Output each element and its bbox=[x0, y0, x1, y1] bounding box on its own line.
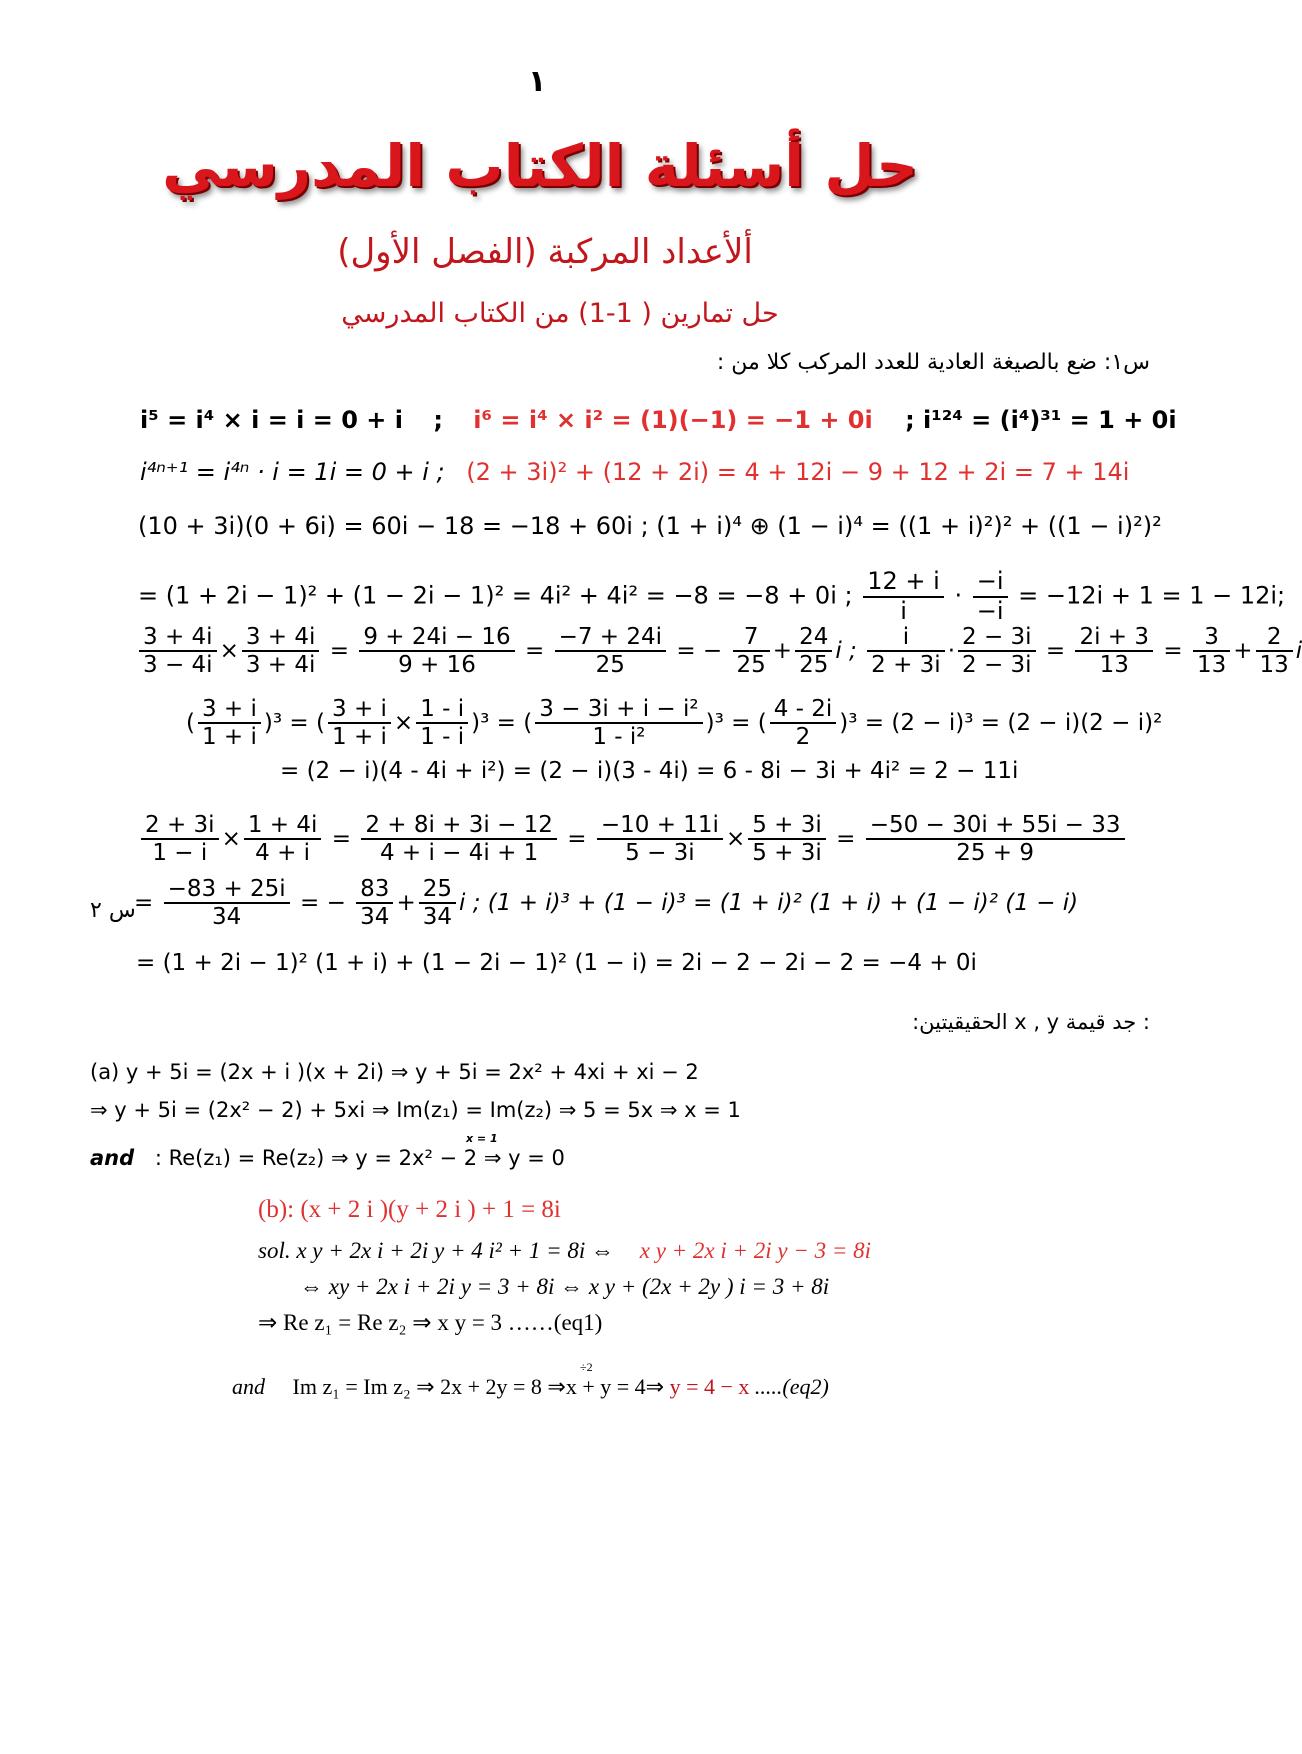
frac-h6: $\frac{-50 - 30i + 55i - 33}{25 + 9}$ bbox=[866, 812, 1125, 867]
divide-by-2-note: ÷2 bbox=[580, 1360, 593, 1374]
eq-cube-sum: i ; (1 + i)³ + (1 − i)³ = (1 + i)² (1 + i) + (1 − i)² (1 − i) bbox=[459, 889, 1079, 916]
frac-g1: $\frac{3 + i}{1 + i}$ bbox=[198, 696, 261, 751]
part-b-line-5 bbox=[232, 1374, 829, 1400]
frac-h1: $\frac{2 + 3i}{1 - i}$ bbox=[141, 812, 219, 867]
frac-k: $\frac{2}{13}$ bbox=[1256, 624, 1293, 679]
frac-h5: $\frac{5 + 3i}{5 + 3i}$ bbox=[748, 812, 826, 867]
eq-line-5 bbox=[136, 624, 1302, 679]
eq-i-sep: i ; bbox=[835, 637, 857, 664]
eq-op: = bbox=[524, 637, 545, 664]
dot-op: · bbox=[954, 581, 963, 610]
eq-line-8 bbox=[138, 812, 1128, 867]
paren: ( bbox=[186, 709, 195, 736]
eq-op: = bbox=[1045, 637, 1066, 664]
times-op: × bbox=[725, 825, 746, 852]
eq-minus: = − bbox=[300, 889, 346, 916]
frac-g3: $\frac{1 - i}{1 - i}$ bbox=[416, 696, 468, 751]
eq-line-10: = (1 + 2i − 1)² (1 + i) + (1 − 2i − 1)² (1 − i) = 2i − 2 − 2i − 2 = −4 + 0i bbox=[136, 950, 977, 976]
frac-g2: $\frac{3 + i}{1 + i}$ bbox=[328, 696, 391, 751]
eq-i4n1: i⁴ⁿ⁺¹ = i⁴ⁿ · i = 1i = 0 + i ; bbox=[140, 458, 445, 486]
eq-line-7: = (2 − i)(4 - 4i + i²) = (2 − i)(3 - 4i) = 6 - 8i − 3i + 4i² = 2 − 11i bbox=[280, 758, 1019, 784]
y-expression: y = 4 − x bbox=[669, 1374, 750, 1399]
eq-op: = bbox=[731, 709, 751, 736]
eq-line-3: (10 + 3i)(0 + 6i) = 60i − 18 = −18 + 60i ; (1 + i)⁴ ⊕ (1 − i)⁴ = ((1 + i)²)² + ((1 − i)²)² bbox=[138, 512, 1162, 540]
paren: )³ bbox=[705, 709, 724, 736]
eq-sep: ; bbox=[433, 406, 443, 434]
frac-h4: $\frac{-10 + 11i}{5 - 3i}$ bbox=[597, 812, 723, 867]
paren: )³ bbox=[839, 709, 858, 736]
plus-op: + bbox=[396, 889, 416, 916]
eq-line-4 bbox=[138, 568, 1285, 625]
times-op: × bbox=[221, 825, 241, 852]
eq-cube-result: = (2 − i)³ = (2 − i)(2 − i)² bbox=[864, 709, 1163, 736]
part-b-line-2 bbox=[258, 1238, 871, 1264]
frac-a: $\frac{3 + 4i}{3 - 4i}$ bbox=[139, 624, 217, 679]
eq-op: = bbox=[134, 889, 154, 916]
eq-op: = bbox=[331, 825, 351, 852]
eq-line-1 bbox=[140, 406, 1177, 434]
eq-op: = bbox=[567, 825, 587, 852]
eq-result-12i: = −12i + 1 = 1 − 12i; bbox=[1018, 581, 1286, 610]
times-op: × bbox=[393, 709, 414, 736]
frac-c: $\frac{9 + 24i - 16}{9 + 16}$ bbox=[359, 624, 514, 679]
eq-op: = bbox=[836, 825, 856, 852]
paren: )³ bbox=[263, 709, 283, 736]
page-title: حل أسئلة الكتاب المدرسي bbox=[162, 132, 918, 200]
sol-simplified: x y + 2x i + 2i y − 3 = 8i bbox=[639, 1238, 872, 1263]
frac-d: $\frac{-7 + 24i}{25}$ bbox=[555, 624, 666, 679]
part-b-line-1: (b): (x + 2 i )(y + 2 i ) + 1 = 8i bbox=[258, 1196, 561, 1223]
eq-i124: ; i¹²⁴ = (i⁴)³¹ = 1 + 0i bbox=[905, 406, 1177, 434]
section-heading: حل تمارين ( 1-1) من الكتاب المدرسي bbox=[341, 298, 779, 329]
re-equation: : Re(z₁) = Re(z₂) ⇒ y = 2x² − 2 ⇒ y = 0 bbox=[154, 1146, 565, 1170]
question-2-label: س ٢ bbox=[90, 898, 136, 923]
eq-op: = bbox=[329, 637, 349, 664]
part-b-line-3: ⇔ xy + 2x i + 2i y = 3 + 8i ⇔ x y + (2x + 2y ) i = 3 + 8i bbox=[300, 1274, 830, 1299]
eq-op: = bbox=[496, 709, 516, 736]
im-equation: Im z₁ = Im z₂ ⇒ 2x + 2y = 8 ⇒x + y = 4⇒ bbox=[292, 1374, 665, 1399]
eq-op: = bbox=[1163, 637, 1183, 664]
eq-line-9 bbox=[134, 876, 1078, 931]
frac-k2: $\frac{83}{34}$ bbox=[356, 876, 393, 931]
frac-g: $\frac{i}{2 + 3i}$ bbox=[867, 624, 945, 679]
frac-b: $\frac{3 + 4i}{3 + 4i}$ bbox=[242, 624, 320, 679]
eq-i6: i⁶ = i⁴ × i² = (1)(−1) = −1 + 0i bbox=[473, 406, 873, 434]
eq-minus: = − bbox=[676, 637, 723, 664]
frac-f: $\frac{24}{25}$ bbox=[795, 624, 832, 679]
frac-i: $\frac{2i + 3}{13}$ bbox=[1075, 624, 1153, 679]
frac-j: $\frac{3}{13}$ bbox=[1193, 624, 1230, 679]
paren: ( bbox=[316, 709, 325, 736]
page-number: ١ bbox=[528, 64, 547, 99]
times-op: × bbox=[219, 637, 239, 664]
eq2-label: .....(eq2) bbox=[754, 1374, 829, 1399]
and-label: and bbox=[90, 1146, 135, 1170]
frac-g4: $\frac{\text{3 − 3i + i − i²}}{\text{1 - i²}}$ bbox=[535, 696, 702, 751]
plus-op: + bbox=[772, 637, 793, 664]
frac-e: $\frac{7}{25}$ bbox=[733, 624, 770, 679]
frac-k3: $\frac{25}{34}$ bbox=[419, 876, 456, 931]
frac-h: $\frac{2 - 3i}{2 - 3i}$ bbox=[958, 624, 1036, 679]
paren: ( bbox=[757, 709, 767, 736]
paren: ( bbox=[523, 709, 533, 736]
eq-expand: = (1 + 2i − 1)² + (1 − 2i − 1)² = 4i² + 4i² = −8 = −8 + 0i ; bbox=[138, 581, 853, 610]
x-equals-1-note: x = 1 bbox=[466, 1132, 498, 1145]
eq-i5: i⁵ = i⁴ × i = i = 0 + i bbox=[140, 406, 403, 434]
frac-g5: $\frac{4 - 2i}{2}$ bbox=[770, 696, 837, 751]
question-1-prompt: س١: ضع بالصيغة العادية للعدد المركب كلا من : bbox=[716, 350, 1150, 375]
eq-square-sum: (2 + 3i)² + (12 + 2i) = 4 + 12i − 9 + 12 + 2i = 7 + 14i bbox=[466, 458, 1130, 486]
part-a-line-2: ⇒ y + 5i = (2x² − 2) + 5xi ⇒ Im(z₁) = Im(z₂) ⇒ 5 = 5x ⇒ x = 1 bbox=[90, 1098, 741, 1122]
and-label: and bbox=[232, 1374, 265, 1399]
chapter-subtitle: ألأعداد المركبة (الفصل الأول) bbox=[337, 232, 753, 272]
eq-line-2 bbox=[140, 458, 1129, 486]
i-unit: i bbox=[1295, 637, 1302, 664]
part-b-line-4: ⇒ Re z₁ = Re z₂ ⇒ x y = 3 ……(eq1) bbox=[258, 1310, 603, 1335]
paren: )³ bbox=[471, 709, 490, 736]
frac-mi-over-mi: $\frac{-i}{-i}$ bbox=[973, 568, 1008, 625]
part-a-line-1: (a) y + 5i = (2x + i )(x + 2i) ⇒ y + 5i = 2x² + 4xi + xi − 2 bbox=[90, 1060, 699, 1084]
part-a-line-3 bbox=[90, 1146, 565, 1170]
frac-h2: $\frac{1 + 4i}{4 + i}$ bbox=[244, 812, 322, 867]
dot-op: · bbox=[947, 637, 955, 664]
eq-op: = bbox=[289, 709, 309, 736]
frac-h3: $\frac{2 + 8i + 3i - 12}{4 + i - 4i + 1}$ bbox=[361, 812, 557, 867]
plus-op: + bbox=[1233, 637, 1253, 664]
frac-12i-over-i: $\frac{12 + i}{i}$ bbox=[863, 568, 944, 625]
eq-line-6 bbox=[186, 696, 1162, 751]
question-2-prompt: : جد قيمة x , y الحقيقيتين: bbox=[912, 1010, 1150, 1034]
frac-k1: $\frac{-83 + 25i}{34}$ bbox=[164, 876, 290, 931]
sol-expand: sol. x y + 2x i + 2i y + 4 i² + 1 = 8i ⇔ bbox=[258, 1238, 614, 1263]
